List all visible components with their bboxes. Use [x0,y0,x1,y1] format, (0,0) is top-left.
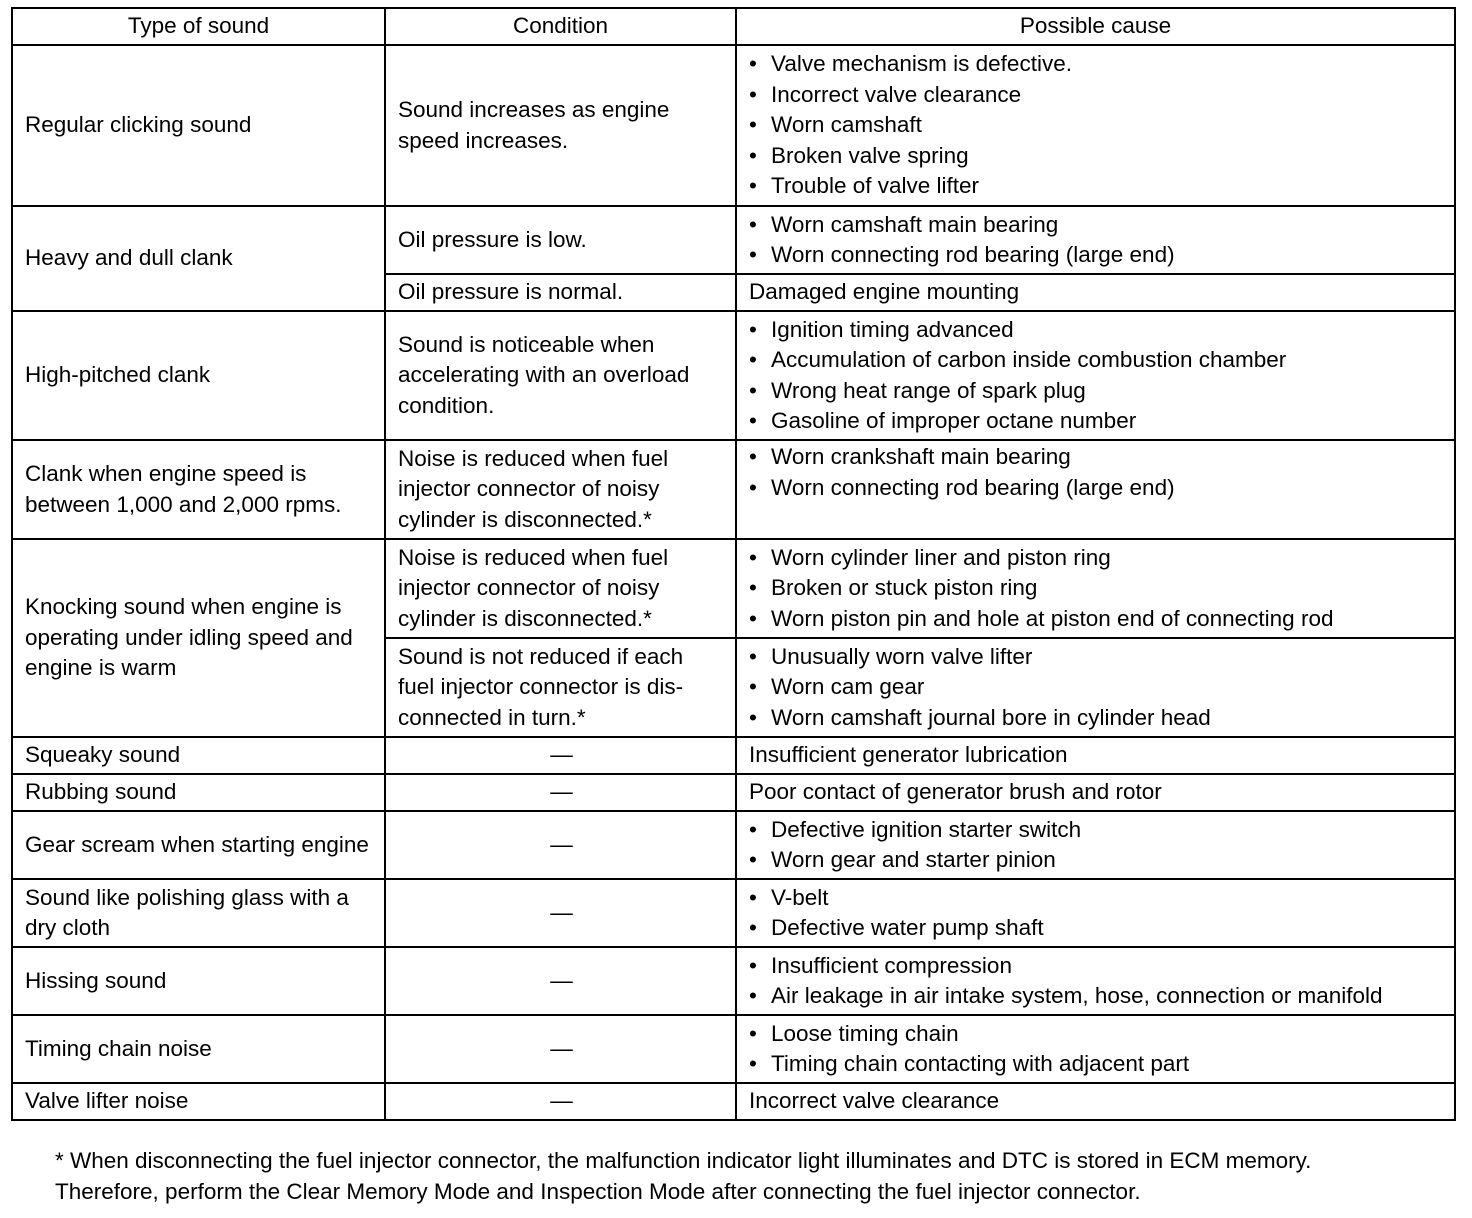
condition-dash-cell: — [385,1015,736,1083]
condition-dash-cell: — [385,947,736,1015]
cause-item: • Loose timing chain [749,1019,1444,1050]
sound-type-cell: Knocking sound when engine is operating under idling speed and engine is warm [12,539,385,737]
sound-type-cell: High-pitched clank [12,311,385,440]
table-row [12,774,1455,811]
cause-list [749,951,1444,1012]
possible-cause-cell [736,1015,1455,1083]
cause-list [749,883,1444,944]
cause-list [749,1019,1444,1080]
table-row [12,1015,1455,1083]
possible-cause-cell: Damaged engine mounting [736,274,1455,311]
cause-item: • Worn cam gear [749,672,1444,703]
condition-cell: Oil pressure is low. [385,206,736,274]
header-possible-cause: Possible cause [736,8,1455,45]
sound-type-cell: Rubbing sound [12,774,385,811]
cause-item: • Worn camshaft main bearing [749,210,1444,241]
cause-item: • Accumulation of carbon inside combustion chamber [749,345,1444,376]
cause-list [749,815,1444,876]
sound-type-cell: Valve lifter noise [12,1083,385,1120]
possible-cause-cell [736,811,1455,879]
cause-list [749,315,1444,437]
cause-item: • Worn connecting rod bearing (large end) [749,473,1444,504]
possible-cause-cell [736,440,1455,539]
sound-type-cell: Timing chain noise [12,1015,385,1083]
cause-item: • Worn camshaft journal bore in cylinder head [749,703,1444,734]
cause-item: • Unusually worn valve lifter [749,642,1444,673]
sound-type-cell: Hissing sound [12,947,385,1015]
condition-dash-cell: — [385,737,736,774]
cause-item: • Defective ignition starter switch [749,815,1444,846]
condition-cell: Oil pressure is normal. [385,274,736,311]
condition-cell: Sound increases as engine speed increases. [385,45,736,206]
cause-list [749,543,1444,635]
possible-cause-cell [736,947,1455,1015]
sound-type-cell: Squeaky sound [12,737,385,774]
possible-cause-cell: Poor contact of generator brush and rotor [736,774,1455,811]
cause-list [749,442,1444,503]
cause-item: • Worn connecting rod bearing (large end) [749,240,1444,271]
cause-item: • Insufficient compression [749,951,1444,982]
condition-dash-cell: — [385,1083,736,1120]
condition-dash-cell: — [385,811,736,879]
cause-item: • Valve mechanism is defective. [749,49,1444,80]
table-row [12,311,1455,440]
cause-item: • Gasoline of improper octane number [749,406,1444,437]
cause-item: • V-belt [749,883,1444,914]
condition-dash-cell: — [385,774,736,811]
sound-type-cell: Regular clicking sound [12,45,385,206]
engine-noise-diagnosis-table [11,7,1456,1121]
cause-item: • Timing chain contacting with adjacent part [749,1049,1444,1080]
cause-item: • Defective water pump shaft [749,913,1444,944]
table-row [12,947,1455,1015]
possible-cause-cell [736,539,1455,638]
sound-type-cell: Sound like polishing glass with a dry cloth [12,879,385,947]
table-row [12,206,1455,274]
possible-cause-cell [736,638,1455,737]
cause-item: • Worn gear and starter pinion [749,845,1444,876]
cause-item: • Worn crankshaft main bearing [749,442,1444,473]
header-row [12,8,1455,45]
cause-item: • Worn piston pin and hole at piston end of connecting rod [749,604,1444,635]
possible-cause-cell [736,879,1455,947]
table-row [12,539,1455,638]
footnote [55,1145,1465,1207]
cause-list [749,642,1444,734]
cause-item: • Air leakage in air intake system, hose, connection or manifold [749,981,1444,1012]
cause-item: • Worn camshaft [749,110,1444,141]
condition-cell: Noise is reduced when fuel injector connector of noisy cylinder is disconnected.* [385,440,736,539]
possible-cause-cell: Incorrect valve clearance [736,1083,1455,1120]
footnote-line-2: Therefore, perform the Clear Memory Mode and Inspection Mode after connecting the fuel injector connector. [55,1179,1141,1204]
cause-item: • Trouble of valve lifter [749,171,1444,202]
header-condition: Condition [385,8,736,45]
table-row [12,45,1455,206]
cause-list [749,49,1444,202]
cause-item: • Worn cylinder liner and piston ring [749,543,1444,574]
table-row [12,811,1455,879]
condition-cell: Sound is noticeable when accelerating with an overload condition. [385,311,736,440]
possible-cause-cell: Insufficient generator lubrication [736,737,1455,774]
possible-cause-cell [736,45,1455,206]
condition-cell: Sound is not reduced if each fuel injector connector is dis-connected in turn.* [385,638,736,737]
footnote-line-1: * When disconnecting the fuel injector connector, the malfunction indicator light illuminates and DTC is stored in ECM memory. [55,1148,1312,1173]
table-row [12,737,1455,774]
cause-item: • Incorrect valve clearance [749,80,1444,111]
cause-item: • Wrong heat range of spark plug [749,376,1444,407]
table-row [12,440,1455,539]
possible-cause-cell [736,311,1455,440]
table-row [12,1083,1455,1120]
sound-type-cell: Gear scream when starting engine [12,811,385,879]
condition-dash-cell: — [385,879,736,947]
table-row [12,879,1455,947]
cause-item: • Broken or stuck piston ring [749,573,1444,604]
cause-list [749,210,1444,271]
cause-item: • Broken valve spring [749,141,1444,172]
sound-type-cell: Heavy and dull clank [12,206,385,311]
header-type-of-sound: Type of sound [12,8,385,45]
possible-cause-cell [736,206,1455,274]
cause-item: • Ignition timing advanced [749,315,1444,346]
condition-cell: Noise is reduced when fuel injector connector of noisy cylinder is disconnected.* [385,539,736,638]
sound-type-cell: Clank when engine speed is between 1,000 and 2,000 rpms. [12,440,385,539]
